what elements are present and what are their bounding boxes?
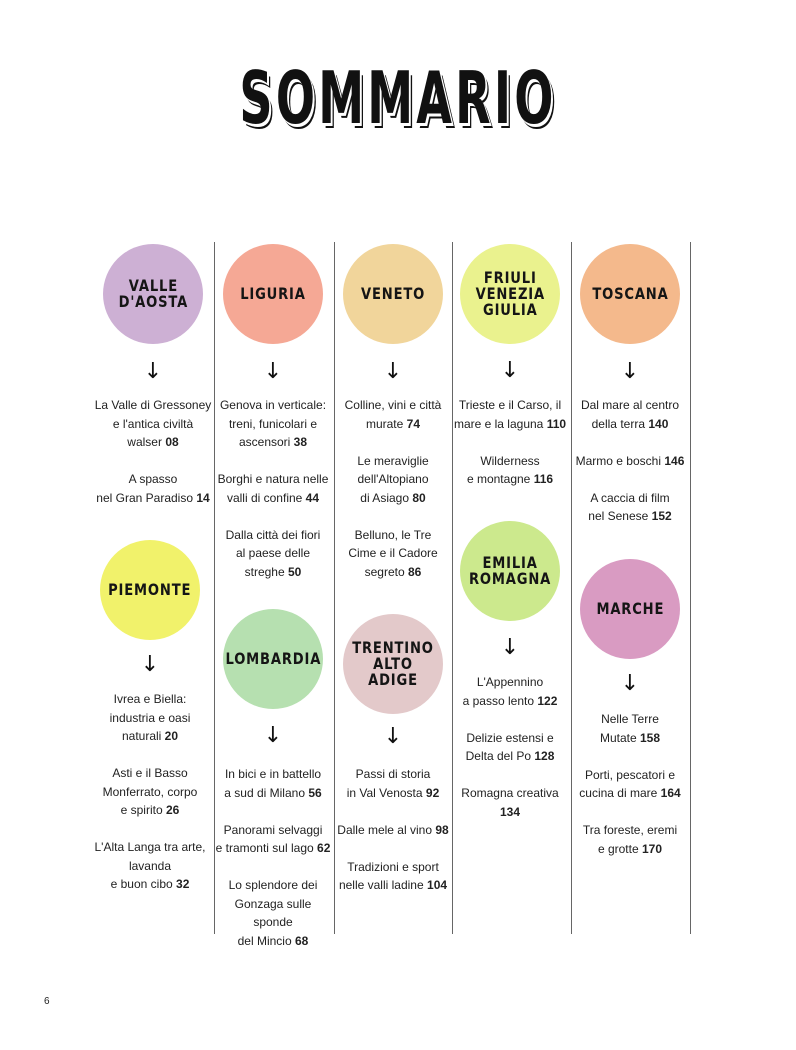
chapter-page-number: 26: [166, 803, 180, 817]
chapter-entry[interactable]: [94, 470, 212, 507]
chapter-entry[interactable]: [571, 766, 689, 803]
chapter-entry[interactable]: [571, 710, 689, 747]
chapter-title: Asti e il Basso Monferrato, corpo e spirito: [102, 766, 198, 817]
chapter-entry[interactable]: [334, 858, 452, 895]
region-name: TOSCANA: [591, 284, 669, 303]
chapter-page-number: 110: [546, 416, 567, 431]
chapter-entry[interactable]: [571, 396, 689, 433]
chapter-entry[interactable]: [451, 673, 569, 710]
chapter-entry[interactable]: [334, 396, 452, 433]
chapter-title: Marmo e boschi: [575, 453, 661, 468]
chapter-page-number: 170: [642, 841, 663, 856]
chapter-title: Trieste e il Carso, il mare e la laguna: [453, 398, 562, 431]
arrow-down-icon: ↓: [500, 358, 520, 383]
chapter-title: Dalla città dei fiori al paese delle streghe: [225, 527, 321, 579]
chapter-title: Porti, pescatori e cucina di mare: [579, 767, 676, 800]
arrow-down-icon: ↓: [383, 724, 403, 749]
chapter-list: [334, 765, 452, 913]
chapter-title: Belluno, le Tre Cime e il Cadore segreto: [348, 527, 438, 579]
chapter-page-number: 32: [176, 877, 190, 891]
region-badge-marche: [580, 559, 680, 659]
region-badge-veneto: [343, 244, 443, 344]
page-title: SOMMARIO: [239, 56, 557, 140]
region-badge-friuli: [460, 244, 560, 344]
chapter-page-number: 86: [408, 564, 422, 579]
chapter-page-number: 134: [499, 804, 521, 819]
chapter-page-number: 92: [425, 785, 440, 800]
chapter-entry[interactable]: [214, 396, 332, 452]
arrow-down-icon: ↓: [143, 359, 163, 384]
chapter-title: Nelle Terre Mutate: [599, 712, 659, 745]
chapter-list: [334, 396, 452, 600]
chapter-title: Colline, vini e città murate: [344, 398, 442, 431]
chapter-entry[interactable]: [91, 764, 209, 820]
chapter-entry[interactable]: [571, 821, 689, 858]
region-badge-valle: [103, 244, 203, 344]
region-name: VENETO: [360, 284, 426, 303]
chapter-title: L'Appennino a passo lento: [462, 675, 544, 708]
region-badge-toscana: [580, 244, 680, 344]
page-number: 6: [44, 996, 50, 1007]
chapter-page-number: 38: [293, 435, 308, 449]
chapter-entry[interactable]: [334, 526, 452, 582]
chapter-title: La Valle di Gressoney e l'antica civiltà walser: [94, 398, 212, 449]
arrow-down-icon: ↓: [140, 652, 160, 677]
chapter-entry[interactable]: [334, 452, 452, 508]
chapter-page-number: 62: [317, 841, 331, 855]
chapter-entry[interactable]: [334, 765, 452, 802]
chapter-entry[interactable]: [451, 784, 569, 821]
chapter-title: Ivrea e Biella: industria e oasi naturali: [109, 692, 191, 743]
chapter-title: Delizie estensi e Delta del Po: [465, 730, 554, 763]
chapter-list: [94, 396, 212, 526]
region-badge-trentino: [343, 614, 443, 714]
chapter-list: [451, 396, 569, 507]
region-badge-emilia: [460, 521, 560, 621]
chapter-page-number: 56: [308, 785, 322, 800]
region-name: FRIULI VENEZIA GIULIA: [475, 268, 545, 319]
chapter-entry[interactable]: [91, 690, 209, 746]
region-name: TRENTINO ALTO ADIGE: [352, 638, 434, 689]
chapter-list: [214, 765, 332, 969]
chapter-title: Wilderness e montagne: [466, 453, 540, 486]
chapter-list: [571, 396, 689, 544]
region-badge-liguria: [223, 244, 323, 344]
chapter-title: Genova in verticale: treni, funicolari e ascensori: [219, 398, 327, 449]
chapter-list: [91, 690, 209, 912]
chapter-title: Lo splendore dei Gonzaga sulle sponde del Mincio: [228, 878, 318, 948]
chapter-entry[interactable]: [214, 470, 332, 507]
chapter-title: A spasso nel Gran Paradiso: [96, 472, 194, 505]
arrow-down-icon: ↓: [263, 723, 283, 748]
chapter-title: Dal mare al centro della terra: [580, 398, 680, 431]
chapter-title: A caccia di film nel Senese: [588, 490, 670, 523]
chapter-entry[interactable]: [214, 526, 332, 582]
region-badge-piemonte: [100, 540, 200, 640]
chapter-entry[interactable]: [451, 452, 569, 489]
chapter-title: Tra foreste, eremi e grotte: [582, 823, 678, 856]
chapter-page-number: 20: [164, 729, 179, 743]
chapter-page-number: 74: [406, 416, 421, 431]
chapter-entry[interactable]: [214, 765, 332, 802]
chapter-list: [214, 396, 332, 600]
chapter-list: [571, 710, 689, 877]
chapter-page-number: 164: [660, 786, 681, 800]
arrow-down-icon: ↓: [620, 671, 640, 696]
arrow-down-icon: ↓: [263, 359, 283, 384]
region-name: LIGURIA: [240, 284, 306, 303]
chapter-page-number: 104: [427, 878, 448, 892]
chapter-title: L'Alta Langa tra arte, lavanda e buon cibo: [94, 840, 206, 891]
chapter-title: Dalle mele al vino: [337, 822, 432, 837]
chapter-page-number: 152: [651, 509, 672, 523]
chapter-entry[interactable]: [334, 821, 452, 840]
chapter-page-number: 122: [537, 693, 558, 708]
chapter-entry[interactable]: [91, 838, 209, 894]
chapter-title: Passi di storia in Val Venosta: [346, 767, 431, 800]
chapter-page-number: 68: [295, 933, 309, 948]
chapter-title: Panorami selvaggi e tramonti sul lago: [215, 822, 323, 855]
chapter-title: Romagna creativa: [461, 786, 559, 800]
chapter-page-number: 158: [640, 730, 661, 745]
arrow-down-icon: ↓: [383, 359, 403, 384]
chapter-page-number: 98: [435, 822, 449, 837]
arrow-down-icon: ↓: [620, 359, 640, 384]
chapter-entry[interactable]: [214, 821, 332, 858]
region-badge-lombardia: [223, 609, 323, 709]
chapter-page-number: 128: [534, 749, 555, 763]
chapter-title: Tradizioni e sport nelle valli ladine: [338, 859, 439, 892]
chapter-page-number: 50: [288, 564, 302, 579]
chapter-entry[interactable]: [94, 396, 212, 452]
chapter-entry[interactable]: [214, 876, 332, 950]
chapter-page-number: 08: [165, 435, 179, 449]
chapter-page-number: 146: [664, 453, 685, 468]
chapter-title: Borghi e natura nelle valli di confine: [217, 472, 329, 505]
chapter-page-number: 14: [196, 490, 210, 505]
region-name: VALLE D'AOSTA: [118, 276, 188, 311]
region-name: EMILIA ROMAGNA: [468, 553, 552, 588]
column-divider: [690, 242, 691, 934]
region-name: MARCHE: [596, 599, 664, 618]
chapter-page-number: 80: [412, 490, 426, 505]
chapter-entry[interactable]: [451, 396, 569, 433]
chapter-entry[interactable]: [451, 729, 569, 766]
chapter-title: Le meraviglie dell'Altopiano di Asiago: [357, 453, 429, 505]
chapter-page-number: 116: [533, 472, 554, 486]
chapter-page-number: 140: [648, 416, 669, 431]
region-name: LOMBARDIA: [225, 649, 321, 668]
chapter-list: [451, 673, 569, 840]
chapter-entry[interactable]: [571, 489, 689, 526]
chapter-page-number: 44: [305, 490, 320, 505]
region-name: PIEMONTE: [108, 580, 192, 599]
chapter-title: In bici e in battello a sud di Milano: [224, 767, 322, 800]
chapter-entry[interactable]: [571, 452, 689, 471]
arrow-down-icon: ↓: [500, 635, 520, 660]
